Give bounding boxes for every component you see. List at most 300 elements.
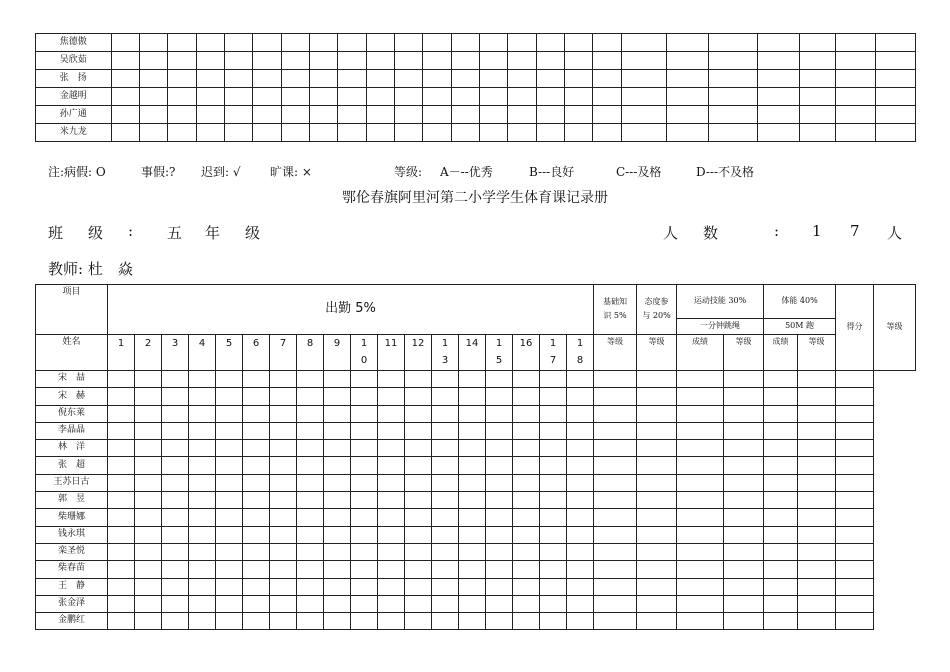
record-cell[interactable]: [513, 509, 540, 526]
record-cell[interactable]: [459, 492, 486, 509]
record-cell[interactable]: [378, 561, 405, 578]
record-cell[interactable]: [270, 578, 297, 595]
record-cell[interactable]: [189, 422, 216, 439]
record-cell[interactable]: [459, 440, 486, 457]
record-cell[interactable]: [513, 371, 540, 388]
record-cell[interactable]: [270, 561, 297, 578]
record-cell[interactable]: [567, 371, 594, 388]
record-cell[interactable]: [189, 388, 216, 405]
record-cell[interactable]: [764, 457, 798, 474]
record-cell[interactable]: [567, 543, 594, 560]
record-cell[interactable]: [351, 509, 378, 526]
record-cell[interactable]: [486, 543, 513, 560]
record-cell[interactable]: [351, 457, 378, 474]
record-cell[interactable]: [432, 422, 459, 439]
record-cell[interactable]: [513, 405, 540, 422]
record-cell[interactable]: [677, 422, 724, 439]
record-cell[interactable]: [324, 440, 351, 457]
record-cell[interactable]: [540, 371, 567, 388]
record-cell[interactable]: [162, 578, 189, 595]
record-cell[interactable]: [297, 405, 324, 422]
record-cell[interactable]: [637, 543, 677, 560]
record-cell[interactable]: [798, 440, 836, 457]
record-cell[interactable]: [798, 422, 836, 439]
record-cell[interactable]: [135, 405, 162, 422]
record-cell[interactable]: [378, 492, 405, 509]
record-cell[interactable]: [135, 509, 162, 526]
record-cell[interactable]: [798, 457, 836, 474]
record-cell[interactable]: [486, 440, 513, 457]
record-cell[interactable]: [270, 595, 297, 612]
record-cell[interactable]: [459, 578, 486, 595]
record-cell[interactable]: [324, 613, 351, 630]
record-cell[interactable]: [405, 388, 432, 405]
record-cell[interactable]: [724, 388, 764, 405]
record-cell[interactable]: [108, 371, 135, 388]
record-cell[interactable]: [594, 422, 637, 439]
record-cell[interactable]: [135, 422, 162, 439]
record-cell[interactable]: [459, 595, 486, 612]
record-cell[interactable]: [243, 509, 270, 526]
record-cell[interactable]: [297, 422, 324, 439]
record-cell[interactable]: [297, 474, 324, 491]
record-cell[interactable]: [798, 578, 836, 595]
record-cell[interactable]: [270, 405, 297, 422]
record-cell[interactable]: [351, 543, 378, 560]
record-cell[interactable]: [567, 474, 594, 491]
record-cell[interactable]: [459, 474, 486, 491]
record-cell[interactable]: [540, 509, 567, 526]
record-cell[interactable]: [724, 457, 764, 474]
record-cell[interactable]: [637, 440, 677, 457]
record-cell[interactable]: [724, 474, 764, 491]
record-cell[interactable]: [459, 388, 486, 405]
record-cell[interactable]: [243, 371, 270, 388]
record-cell[interactable]: [724, 509, 764, 526]
record-cell[interactable]: [486, 388, 513, 405]
record-cell[interactable]: [513, 526, 540, 543]
record-cell[interactable]: [108, 492, 135, 509]
record-cell[interactable]: [594, 474, 637, 491]
record-cell[interactable]: [189, 440, 216, 457]
record-cell[interactable]: [405, 595, 432, 612]
record-cell[interactable]: [324, 371, 351, 388]
record-cell[interactable]: [459, 526, 486, 543]
record-cell[interactable]: [540, 543, 567, 560]
record-cell[interactable]: [351, 405, 378, 422]
record-cell[interactable]: [108, 526, 135, 543]
record-cell[interactable]: [724, 405, 764, 422]
record-cell[interactable]: [378, 509, 405, 526]
record-cell[interactable]: [297, 492, 324, 509]
record-cell[interactable]: [432, 561, 459, 578]
record-cell[interactable]: [378, 457, 405, 474]
record-cell[interactable]: [798, 613, 836, 630]
record-cell[interactable]: [351, 388, 378, 405]
record-cell[interactable]: [216, 371, 243, 388]
record-cell[interactable]: [594, 509, 637, 526]
record-cell[interactable]: [378, 371, 405, 388]
record-cell[interactable]: [405, 561, 432, 578]
record-cell[interactable]: [108, 405, 135, 422]
record-cell[interactable]: [135, 578, 162, 595]
record-cell[interactable]: [108, 561, 135, 578]
record-cell[interactable]: [637, 613, 677, 630]
record-cell[interactable]: [162, 440, 189, 457]
record-cell[interactable]: [324, 543, 351, 560]
record-cell[interactable]: [324, 526, 351, 543]
record-cell[interactable]: [567, 526, 594, 543]
record-cell[interactable]: [637, 561, 677, 578]
record-cell[interactable]: [243, 422, 270, 439]
record-cell[interactable]: [216, 388, 243, 405]
record-cell[interactable]: [243, 595, 270, 612]
record-cell[interactable]: [324, 509, 351, 526]
record-cell[interactable]: [405, 613, 432, 630]
record-cell[interactable]: [836, 371, 874, 388]
record-cell[interactable]: [764, 613, 798, 630]
record-cell[interactable]: [637, 371, 677, 388]
record-cell[interactable]: [798, 543, 836, 560]
record-cell[interactable]: [351, 440, 378, 457]
record-cell[interactable]: [405, 492, 432, 509]
record-cell[interactable]: [324, 595, 351, 612]
record-cell[interactable]: [243, 526, 270, 543]
record-cell[interactable]: [189, 405, 216, 422]
record-cell[interactable]: [486, 474, 513, 491]
record-cell[interactable]: [764, 561, 798, 578]
record-cell[interactable]: [297, 526, 324, 543]
record-cell[interactable]: [405, 440, 432, 457]
record-cell[interactable]: [135, 526, 162, 543]
record-cell[interactable]: [378, 405, 405, 422]
record-cell[interactable]: [513, 492, 540, 509]
record-cell[interactable]: [486, 457, 513, 474]
record-cell[interactable]: [108, 422, 135, 439]
record-cell[interactable]: [486, 422, 513, 439]
record-cell[interactable]: [637, 578, 677, 595]
record-cell[interactable]: [270, 613, 297, 630]
record-cell[interactable]: [567, 405, 594, 422]
record-cell[interactable]: [459, 405, 486, 422]
record-cell[interactable]: [637, 422, 677, 439]
record-cell[interactable]: [216, 474, 243, 491]
record-cell[interactable]: [724, 613, 764, 630]
record-cell[interactable]: [432, 509, 459, 526]
record-cell[interactable]: [594, 578, 637, 595]
record-cell[interactable]: [135, 543, 162, 560]
record-cell[interactable]: [378, 440, 405, 457]
record-cell[interactable]: [216, 422, 243, 439]
record-cell[interactable]: [297, 543, 324, 560]
record-cell[interactable]: [540, 457, 567, 474]
record-cell[interactable]: [836, 492, 874, 509]
record-cell[interactable]: [189, 492, 216, 509]
record-cell[interactable]: [297, 440, 324, 457]
record-cell[interactable]: [135, 457, 162, 474]
record-cell[interactable]: [540, 474, 567, 491]
record-cell[interactable]: [513, 457, 540, 474]
record-cell[interactable]: [405, 509, 432, 526]
record-cell[interactable]: [378, 526, 405, 543]
record-cell[interactable]: [724, 371, 764, 388]
record-cell[interactable]: [677, 492, 724, 509]
record-cell[interactable]: [540, 526, 567, 543]
record-cell[interactable]: [432, 492, 459, 509]
record-cell[interactable]: [513, 388, 540, 405]
record-cell[interactable]: [836, 613, 874, 630]
record-cell[interactable]: [637, 509, 677, 526]
record-cell[interactable]: [798, 561, 836, 578]
record-cell[interactable]: [486, 509, 513, 526]
record-cell[interactable]: [513, 474, 540, 491]
record-cell[interactable]: [243, 405, 270, 422]
record-cell[interactable]: [513, 578, 540, 595]
record-cell[interactable]: [432, 595, 459, 612]
record-cell[interactable]: [594, 526, 637, 543]
record-cell[interactable]: [162, 509, 189, 526]
record-cell[interactable]: [677, 405, 724, 422]
record-cell[interactable]: [540, 492, 567, 509]
record-cell[interactable]: [432, 543, 459, 560]
record-cell[interactable]: [162, 405, 189, 422]
record-cell[interactable]: [798, 595, 836, 612]
record-cell[interactable]: [297, 613, 324, 630]
record-cell[interactable]: [108, 457, 135, 474]
record-cell[interactable]: [378, 613, 405, 630]
record-cell[interactable]: [216, 440, 243, 457]
record-cell[interactable]: [432, 388, 459, 405]
record-cell[interactable]: [637, 474, 677, 491]
record-cell[interactable]: [567, 422, 594, 439]
record-cell[interactable]: [243, 492, 270, 509]
record-cell[interactable]: [135, 440, 162, 457]
record-cell[interactable]: [162, 613, 189, 630]
record-cell[interactable]: [724, 422, 764, 439]
record-cell[interactable]: [836, 457, 874, 474]
record-cell[interactable]: [405, 526, 432, 543]
record-cell[interactable]: [432, 405, 459, 422]
record-cell[interactable]: [677, 371, 724, 388]
record-cell[interactable]: [405, 457, 432, 474]
record-cell[interactable]: [798, 388, 836, 405]
record-cell[interactable]: [677, 543, 724, 560]
record-cell[interactable]: [297, 595, 324, 612]
record-cell[interactable]: [270, 543, 297, 560]
record-cell[interactable]: [513, 595, 540, 612]
record-cell[interactable]: [798, 526, 836, 543]
record-cell[interactable]: [405, 578, 432, 595]
record-cell[interactable]: [764, 543, 798, 560]
record-cell[interactable]: [324, 578, 351, 595]
record-cell[interactable]: [216, 595, 243, 612]
record-cell[interactable]: [567, 578, 594, 595]
record-cell[interactable]: [594, 543, 637, 560]
record-cell[interactable]: [405, 371, 432, 388]
record-cell[interactable]: [594, 492, 637, 509]
record-cell[interactable]: [243, 457, 270, 474]
record-cell[interactable]: [677, 561, 724, 578]
record-cell[interactable]: [243, 613, 270, 630]
record-cell[interactable]: [216, 526, 243, 543]
record-cell[interactable]: [297, 509, 324, 526]
record-cell[interactable]: [798, 509, 836, 526]
record-cell[interactable]: [351, 526, 378, 543]
record-cell[interactable]: [764, 509, 798, 526]
record-cell[interactable]: [764, 474, 798, 491]
record-cell[interactable]: [270, 509, 297, 526]
record-cell[interactable]: [836, 543, 874, 560]
record-cell[interactable]: [162, 474, 189, 491]
record-cell[interactable]: [459, 371, 486, 388]
record-cell[interactable]: [324, 388, 351, 405]
record-cell[interactable]: [594, 371, 637, 388]
record-cell[interactable]: [324, 422, 351, 439]
record-cell[interactable]: [378, 578, 405, 595]
record-cell[interactable]: [108, 388, 135, 405]
record-cell[interactable]: [513, 561, 540, 578]
record-cell[interactable]: [724, 492, 764, 509]
record-cell[interactable]: [432, 440, 459, 457]
record-cell[interactable]: [513, 422, 540, 439]
record-cell[interactable]: [432, 613, 459, 630]
record-cell[interactable]: [405, 474, 432, 491]
record-cell[interactable]: [540, 388, 567, 405]
record-cell[interactable]: [677, 595, 724, 612]
record-cell[interactable]: [162, 492, 189, 509]
record-cell[interactable]: [486, 595, 513, 612]
record-cell[interactable]: [189, 526, 216, 543]
record-cell[interactable]: [324, 474, 351, 491]
record-cell[interactable]: [540, 613, 567, 630]
record-cell[interactable]: [764, 440, 798, 457]
record-cell[interactable]: [637, 405, 677, 422]
record-cell[interactable]: [324, 492, 351, 509]
record-cell[interactable]: [836, 405, 874, 422]
record-cell[interactable]: [216, 509, 243, 526]
record-cell[interactable]: [637, 457, 677, 474]
record-cell[interactable]: [459, 509, 486, 526]
record-cell[interactable]: [162, 371, 189, 388]
record-cell[interactable]: [764, 422, 798, 439]
record-cell[interactable]: [189, 474, 216, 491]
record-cell[interactable]: [764, 371, 798, 388]
record-cell[interactable]: [459, 457, 486, 474]
record-cell[interactable]: [243, 561, 270, 578]
record-cell[interactable]: [637, 388, 677, 405]
record-cell[interactable]: [243, 440, 270, 457]
record-cell[interactable]: [324, 561, 351, 578]
record-cell[interactable]: [351, 422, 378, 439]
record-cell[interactable]: [594, 595, 637, 612]
record-cell[interactable]: [459, 613, 486, 630]
record-cell[interactable]: [216, 543, 243, 560]
record-cell[interactable]: [677, 457, 724, 474]
record-cell[interactable]: [162, 388, 189, 405]
record-cell[interactable]: [135, 613, 162, 630]
record-cell[interactable]: [486, 613, 513, 630]
record-cell[interactable]: [405, 543, 432, 560]
record-cell[interactable]: [540, 595, 567, 612]
record-cell[interactable]: [540, 422, 567, 439]
record-cell[interactable]: [351, 474, 378, 491]
record-cell[interactable]: [243, 388, 270, 405]
record-cell[interactable]: [432, 474, 459, 491]
record-cell[interactable]: [513, 613, 540, 630]
record-cell[interactable]: [378, 543, 405, 560]
record-cell[interactable]: [243, 474, 270, 491]
record-cell[interactable]: [432, 457, 459, 474]
record-cell[interactable]: [836, 526, 874, 543]
record-cell[interactable]: [108, 474, 135, 491]
record-cell[interactable]: [270, 526, 297, 543]
record-cell[interactable]: [540, 561, 567, 578]
record-cell[interactable]: [351, 578, 378, 595]
record-cell[interactable]: [567, 561, 594, 578]
record-cell[interactable]: [270, 371, 297, 388]
record-cell[interactable]: [836, 388, 874, 405]
record-cell[interactable]: [798, 492, 836, 509]
record-cell[interactable]: [189, 613, 216, 630]
record-cell[interactable]: [836, 422, 874, 439]
record-cell[interactable]: [135, 371, 162, 388]
record-cell[interactable]: [324, 457, 351, 474]
record-cell[interactable]: [677, 509, 724, 526]
record-cell[interactable]: [216, 457, 243, 474]
record-cell[interactable]: [432, 371, 459, 388]
record-cell[interactable]: [270, 440, 297, 457]
record-cell[interactable]: [405, 422, 432, 439]
record-cell[interactable]: [836, 440, 874, 457]
record-cell[interactable]: [243, 543, 270, 560]
record-cell[interactable]: [162, 595, 189, 612]
record-cell[interactable]: [162, 526, 189, 543]
record-cell[interactable]: [270, 474, 297, 491]
record-cell[interactable]: [637, 492, 677, 509]
record-cell[interactable]: [486, 526, 513, 543]
record-cell[interactable]: [540, 440, 567, 457]
record-cell[interactable]: [459, 543, 486, 560]
record-cell[interactable]: [594, 613, 637, 630]
record-cell[interactable]: [351, 561, 378, 578]
record-cell[interactable]: [594, 457, 637, 474]
record-cell[interactable]: [135, 561, 162, 578]
record-cell[interactable]: [677, 526, 724, 543]
record-cell[interactable]: [724, 543, 764, 560]
record-cell[interactable]: [216, 613, 243, 630]
record-cell[interactable]: [798, 405, 836, 422]
record-cell[interactable]: [513, 440, 540, 457]
record-cell[interactable]: [162, 457, 189, 474]
record-cell[interactable]: [486, 371, 513, 388]
record-cell[interactable]: [135, 474, 162, 491]
record-cell[interactable]: [216, 561, 243, 578]
record-cell[interactable]: [567, 613, 594, 630]
record-cell[interactable]: [162, 561, 189, 578]
record-cell[interactable]: [836, 578, 874, 595]
record-cell[interactable]: [836, 474, 874, 491]
record-cell[interactable]: [724, 578, 764, 595]
record-cell[interactable]: [677, 474, 724, 491]
record-cell[interactable]: [135, 595, 162, 612]
record-cell[interactable]: [216, 492, 243, 509]
record-cell[interactable]: [724, 526, 764, 543]
record-cell[interactable]: [216, 578, 243, 595]
record-cell[interactable]: [378, 595, 405, 612]
record-cell[interactable]: [677, 613, 724, 630]
record-cell[interactable]: [378, 388, 405, 405]
record-cell[interactable]: [270, 422, 297, 439]
